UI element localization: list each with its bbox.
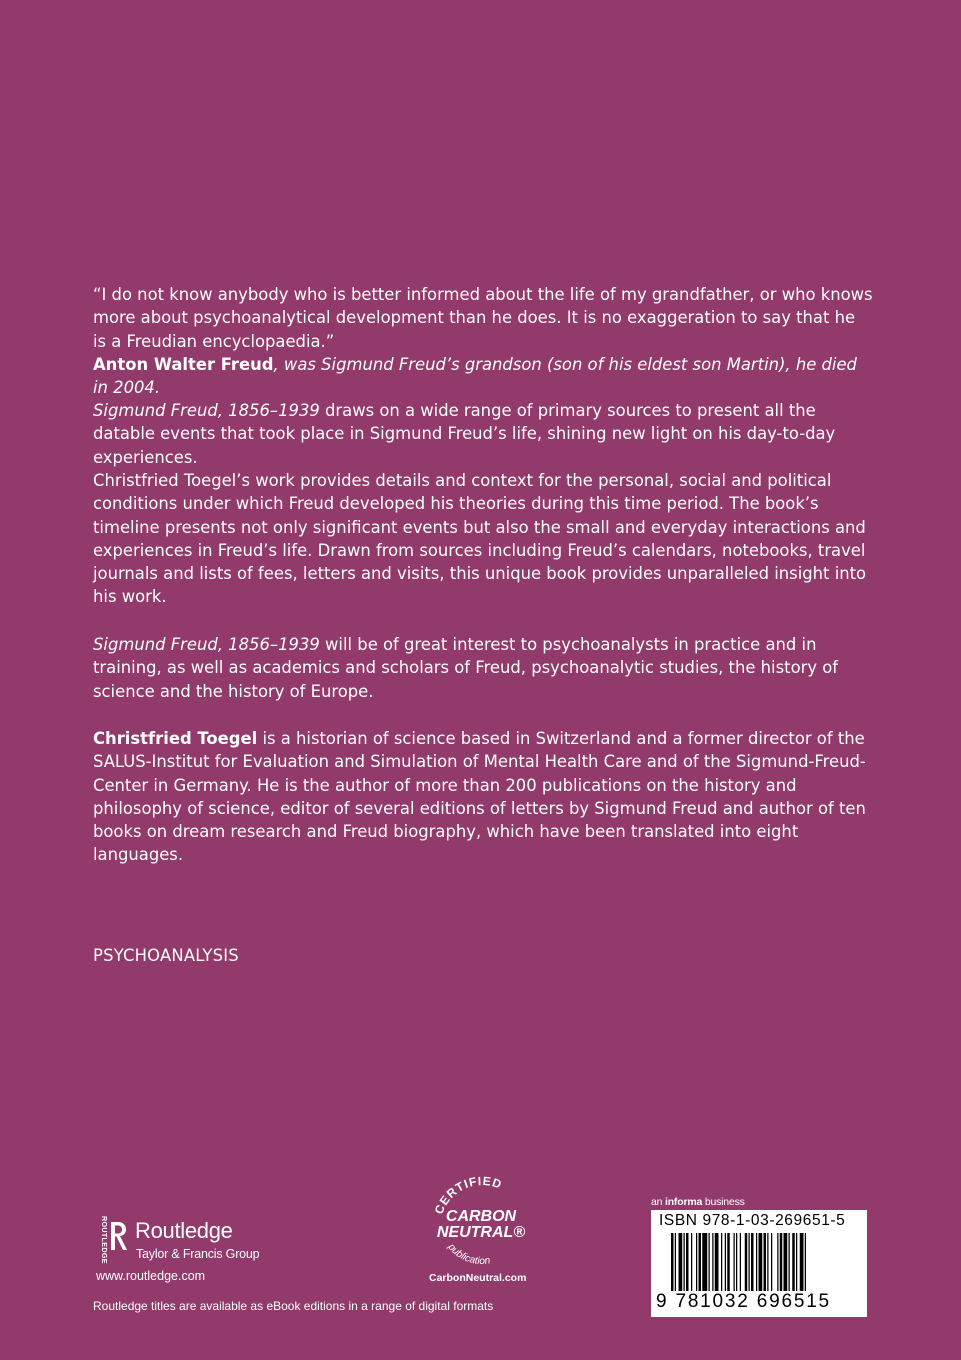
barcode-bar bbox=[780, 1233, 783, 1291]
barcode-bar bbox=[712, 1233, 713, 1291]
carbon-certified-text: CERTIFIED bbox=[431, 1175, 505, 1217]
barcode-bar bbox=[679, 1233, 683, 1291]
author-bio bbox=[93, 727, 873, 867]
barcode bbox=[671, 1233, 861, 1291]
barcode-bar bbox=[696, 1233, 697, 1291]
svg-text:ROUTLEDGE: ROUTLEDGE bbox=[100, 1216, 109, 1264]
barcode-bar bbox=[771, 1233, 772, 1291]
barcode-bar bbox=[699, 1233, 702, 1291]
barcode-bar bbox=[736, 1233, 737, 1291]
informa-brand: informa bbox=[665, 1196, 703, 1208]
barcode-bar bbox=[721, 1233, 722, 1291]
description-paragraph-1 bbox=[93, 399, 873, 469]
routledge-name: Routledge bbox=[135, 1218, 233, 1243]
barcode-bar bbox=[727, 1233, 730, 1291]
author-bio-text: is a historian of science based in Switzerland and a former director of the SALUS-Institut for Evaluation and Simulation of Mental Health Care and of the Sigmund-Freud-Center in Germany. He is the author of more than 200 publications on the history and philosophy of science, editor of several editions of letters by Sigmund Freud and author of ten books on dream research and Freud biography, which have been translated into eight languages. bbox=[93, 729, 866, 865]
informa-tagline: an informa business bbox=[651, 1196, 745, 1208]
attribution-detail: , was Sigmund Freud’s grandson (son of his eldest son Martin), he died in 2004. bbox=[93, 354, 857, 398]
isbn-label: ISBN 978-1-03-269651-5 bbox=[659, 1212, 846, 1229]
quote-text: “I do not know anybody who is better informed about the life of my grandfather, or who knows more about psychoanalytical development than he does. It is no exaggeration to say that he is a Freudian encyclopaedia.” bbox=[93, 285, 873, 351]
ebook-note: Routledge titles are available as eBook editions in a range of digital formats bbox=[93, 1299, 494, 1313]
book-title: Sigmund Freud, 1856–1939 bbox=[93, 401, 320, 420]
barcode-bar bbox=[702, 1233, 707, 1291]
barcode-bar bbox=[749, 1233, 750, 1291]
barcode-bar bbox=[759, 1233, 763, 1291]
barcode-bar bbox=[675, 1233, 676, 1291]
endorsement-quote bbox=[93, 283, 873, 399]
book-title: Sigmund Freud, 1856–1939 bbox=[93, 635, 320, 654]
barcode-bar bbox=[725, 1233, 726, 1291]
barcode-bar bbox=[777, 1233, 778, 1291]
barcode-bar bbox=[686, 1233, 689, 1291]
barcode-bar bbox=[709, 1233, 710, 1291]
barcode-bar bbox=[789, 1233, 790, 1291]
barcode-bar bbox=[684, 1233, 685, 1291]
barcode-bar bbox=[715, 1233, 719, 1291]
routledge-logo bbox=[93, 1215, 293, 1275]
barcode-bar bbox=[740, 1233, 741, 1291]
barcode-bar bbox=[792, 1233, 795, 1291]
quote-attribution bbox=[93, 353, 873, 400]
barcode-bar bbox=[734, 1233, 735, 1291]
description-paragraph-2 bbox=[93, 469, 873, 609]
barcode-bar bbox=[756, 1233, 757, 1291]
isbn-digits: 9 781032 696515 bbox=[656, 1291, 831, 1312]
barcode-bar bbox=[767, 1233, 768, 1291]
barcode-bar bbox=[796, 1233, 797, 1291]
barcode-bar bbox=[784, 1233, 788, 1291]
subject-category: PSYCHOANALYSIS bbox=[93, 946, 239, 965]
barcode-bar bbox=[764, 1233, 767, 1291]
neutral-word: NEUTRAL® bbox=[436, 1224, 526, 1241]
barcode-bar bbox=[671, 1233, 674, 1291]
carbon-publication-text: publication bbox=[445, 1241, 491, 1267]
attribution-name: Anton Walter Freud bbox=[93, 354, 274, 374]
barcode-bar bbox=[745, 1233, 748, 1291]
carbon-neutral-url[interactable]: CarbonNeutral.com bbox=[429, 1272, 527, 1284]
carbon-word: CARBON bbox=[445, 1208, 517, 1225]
barcode-bar bbox=[691, 1233, 692, 1291]
routledge-vertical-wordmark bbox=[93, 1215, 109, 1267]
paragraph-text: will be of great interest to psychoanalysts in practice and in training, as well as academics and scholars of Freud, psychoanalytic studies, the history of science and the history of Europe. bbox=[93, 635, 839, 701]
routledge-group: Taylor & Francis Group bbox=[136, 1247, 260, 1261]
paragraph-text: draws on a wide range of primary sources to present all the datable events that took place in Sigmund Freud’s life, shining new light on his day-to-day experiences. bbox=[93, 401, 836, 467]
author-name: Christfried Toegel bbox=[93, 729, 258, 748]
routledge-url[interactable]: www.routledge.com bbox=[96, 1269, 206, 1283]
paragraph-text: Christfried Toegel’s work provides details and context for the personal, social and political conditions under which Freud developed his theories during this time period. The book’s timeline presents not only significant events but also the small and everyday interactions and experiences in Freud’s life. Drawn from sources including Freud’s calendars, notebooks, travel journals and lists of fees, letters and visits, this unique book provides unparalleled insight into his work. bbox=[93, 471, 867, 607]
barcode-bar bbox=[800, 1233, 804, 1291]
barcode-bar bbox=[751, 1233, 754, 1291]
description-paragraph-3 bbox=[93, 633, 873, 703]
svg-text:publication bbox=[445, 1241, 491, 1267]
routledge-r-icon bbox=[107, 1219, 129, 1251]
barcode-bar bbox=[805, 1233, 806, 1291]
